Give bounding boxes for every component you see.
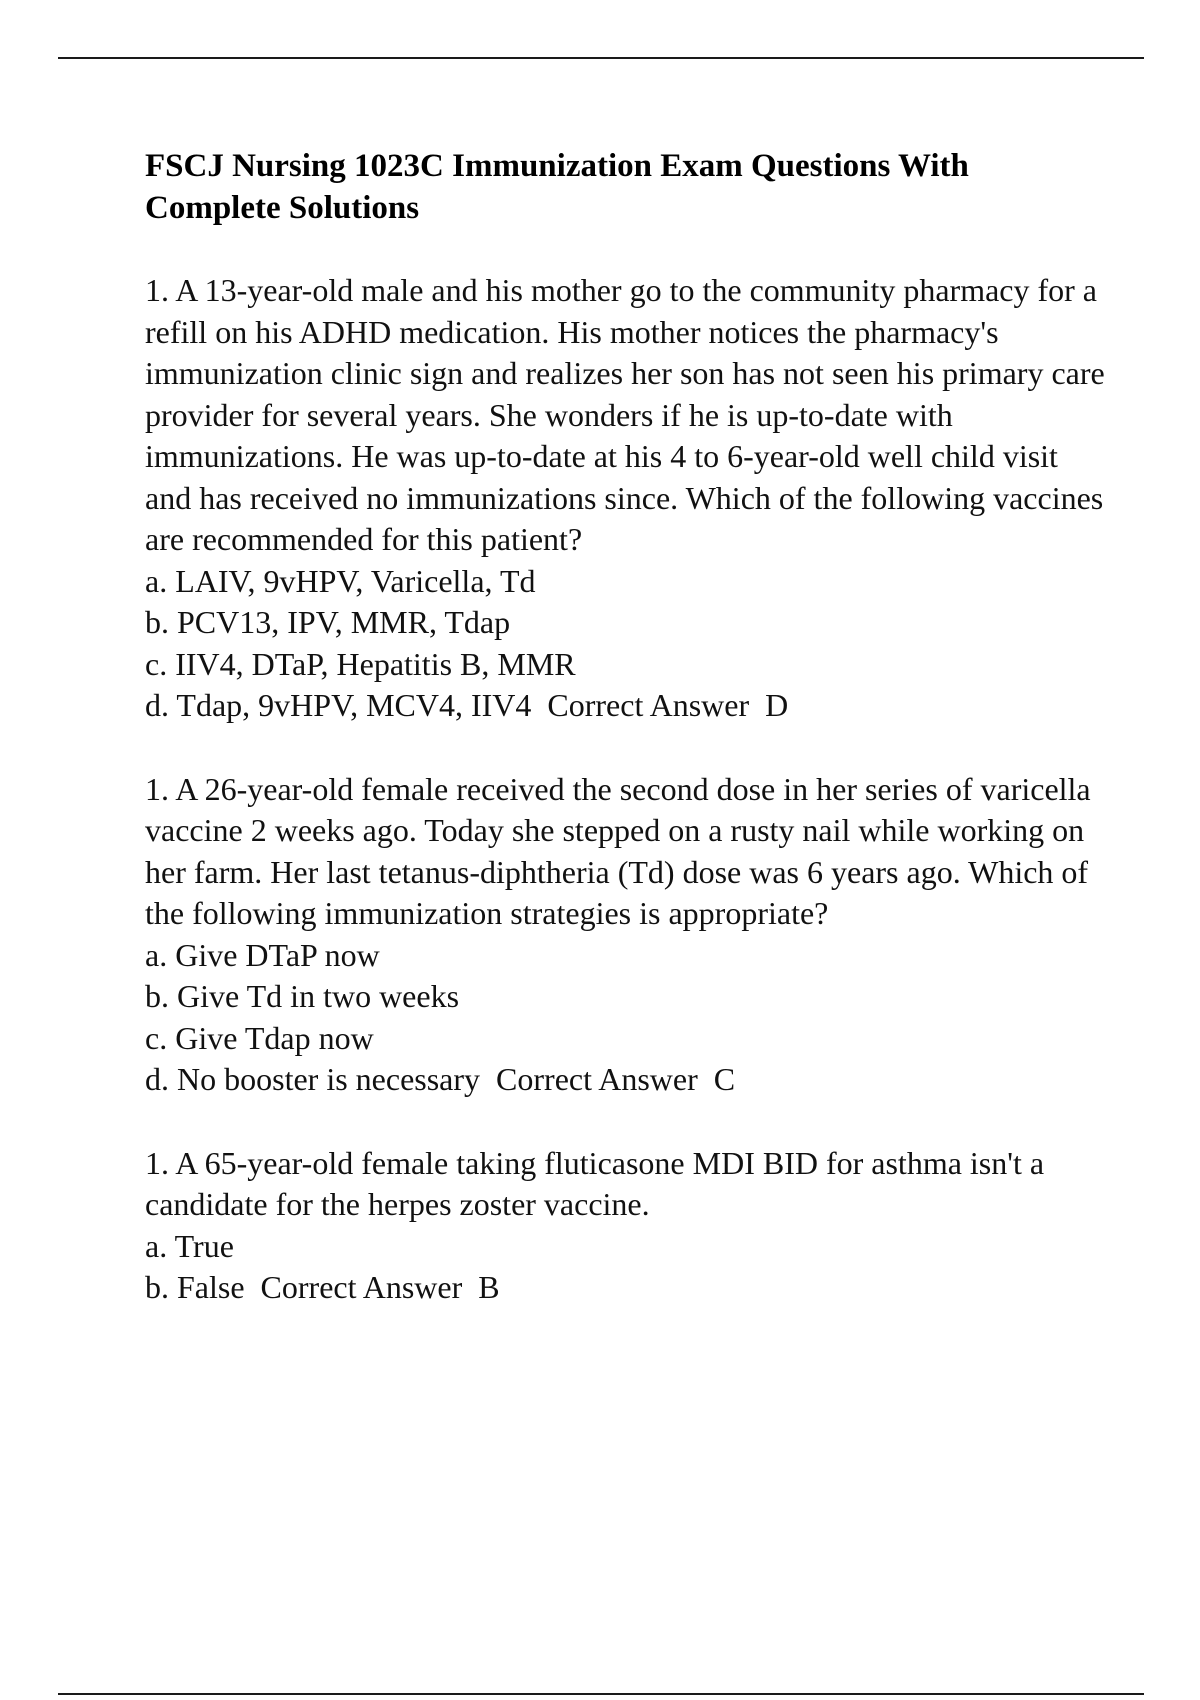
question-stem: 1. A 65-year-old female taking fluticasone MDI BID for asthma isn't a candidate for the herpes zoster vaccine. (145, 1144, 1045, 1222)
question-3 (145, 1143, 1105, 1309)
answer-options (145, 561, 1105, 727)
correct-answer-label: Correct Answer (260, 1269, 463, 1305)
option-d-with-answer (145, 1059, 1105, 1101)
option-a: a. LAIV, 9vHPV, Varicella, Td (145, 562, 536, 599)
correct-answer-value: B (478, 1269, 500, 1305)
question-2 (145, 769, 1105, 1101)
answer-options (145, 935, 1105, 1101)
question-stem: 1. A 26-year-old female received the second dose in her series of varicella vaccine 2 weeks ago. Today she stepped on a rusty nail while working on her farm. Her last tetanus-diphtheria (Td) dose was 6 years ago. Which of the following immunization strategies is appropriate? (145, 770, 1091, 931)
option-b: b. Give Td in two weeks (145, 978, 460, 1014)
correct-answer-value: D (765, 687, 789, 723)
correct-answer-label: Correct Answer (496, 1061, 698, 1097)
option-b: b. PCV13, IPV, MMR, Tdap (145, 604, 511, 640)
footer-rule (58, 1693, 1144, 1695)
option-c: c. Give Tdap now (145, 1019, 374, 1056)
question-stem: 1. A 13-year-old male and his mother go to the community pharmacy for a refill on his ADHD medication. His mother notices the pharmacy's immunization clinic sign and realizes her son has not seen his primary care provider for several years. She wonders if he is up-to-date with immunizations. He was up-to-date at his 4 to 6-year-old well child visit and has received no immunizations since. Which of the following vaccines are recommended for this patient? (145, 272, 1105, 557)
option-b: b. False (145, 1269, 245, 1305)
correct-answer-value: C (713, 1061, 736, 1097)
correct-answer-label: Correct Answer (547, 687, 750, 723)
document-body (145, 145, 1105, 1309)
option-b-with-answer (145, 1267, 1105, 1309)
option-a: a. Give DTaP now (145, 936, 380, 973)
option-d-with-answer (145, 685, 1105, 727)
option-c: c. IIV4, DTaP, Hepatitis B, MMR (145, 645, 576, 682)
document-title: FSCJ Nursing 1023C Immunization Exam Questions With Complete Solutions (145, 148, 969, 226)
option-d: d. No booster is necessary (145, 1061, 481, 1097)
option-a: a. True (145, 1227, 234, 1264)
option-d: d. Tdap, 9vHPV, MCV4, IIV4 (145, 687, 532, 723)
answer-options (145, 1226, 1105, 1309)
question-1 (145, 270, 1105, 727)
header-rule (58, 57, 1144, 59)
